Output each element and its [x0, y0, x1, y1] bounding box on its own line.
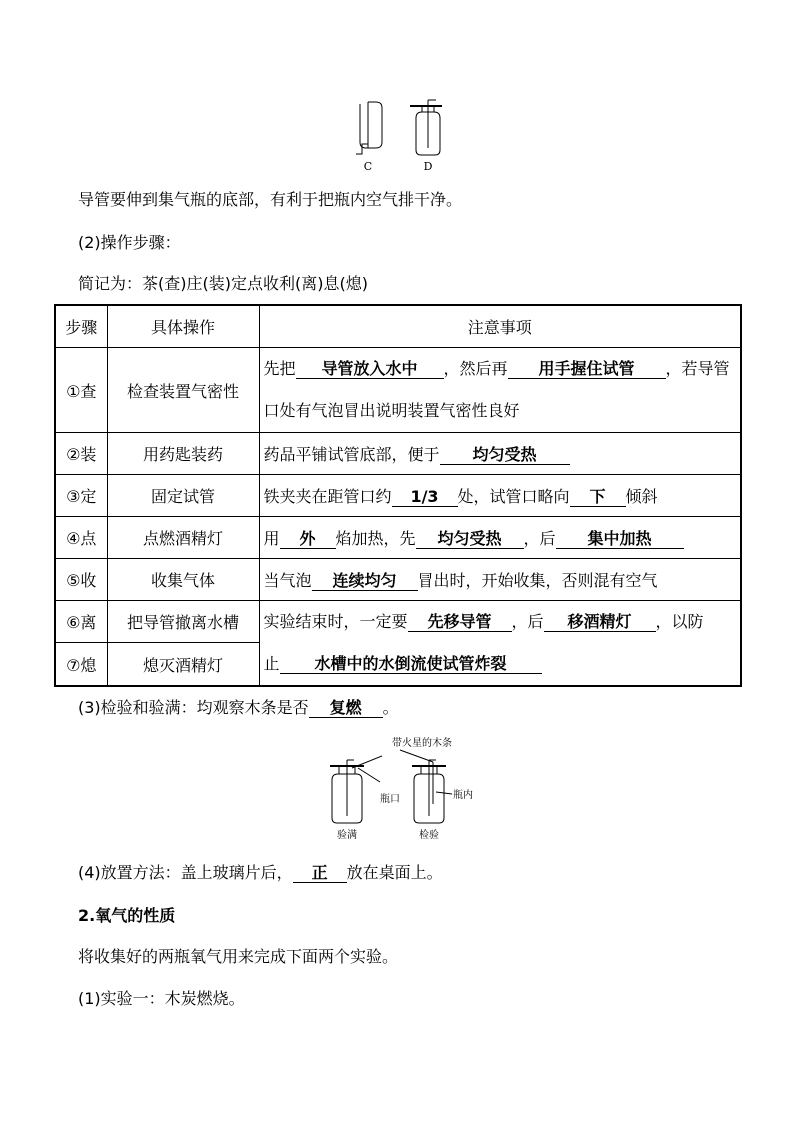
- operation-text: 固定试管: [107, 475, 259, 517]
- step-label: ②装: [55, 433, 107, 475]
- table-row: [55, 433, 741, 475]
- experiment-one-text: (1)实验一：木炭燃烧。: [78, 989, 245, 1008]
- notes-cell: 铁夹夹在距管口约 1/3 处，试管口略向 下 倾斜: [259, 475, 741, 517]
- step-label: ①查: [55, 348, 107, 433]
- notes-cell: 先把 导管放入水中 ，然后再 用手握住试管 ，若导管 口处有气泡冒出说明装置气密性良好: [259, 348, 741, 433]
- header-step: 步骤: [55, 305, 107, 348]
- answer-blank: 正: [293, 864, 347, 883]
- paragraph-two-experiments: 将收集好的两瓶氧气用来完成下面两个实验。: [78, 947, 399, 966]
- answer-blank: 导管放入水中: [296, 360, 444, 379]
- label-glowing-stick: 带火星的木条: [392, 738, 452, 749]
- inspection-text: (3)检验和验满：均观察木条是否 复燃 。: [78, 698, 399, 717]
- answer-blank: 复燃: [309, 699, 383, 718]
- collection-apparatus-figure: [348, 98, 448, 178]
- caption-test: 检验: [419, 830, 439, 841]
- answer-blank: 下: [570, 488, 626, 507]
- label-c: C: [363, 160, 373, 173]
- header-operation: 具体操作: [107, 305, 259, 348]
- step-label: ⑦熄: [55, 643, 107, 686]
- table-row: [55, 348, 741, 433]
- label-d: D: [423, 160, 433, 173]
- answer-blank: 集中加热: [556, 530, 684, 549]
- operation-text: 点燃酒精灯: [107, 517, 259, 559]
- label-bottle-mouth: 瓶口: [380, 794, 400, 805]
- step-label: ④点: [55, 517, 107, 559]
- answer-blank: 1/3: [392, 488, 458, 507]
- section-heading-oxygen-properties: 2.氧气的性质: [78, 906, 176, 925]
- caption-full-check: 验满: [337, 830, 357, 841]
- notes-cell: 药品平铺试管底部，便于 均匀受热: [259, 433, 741, 475]
- operation-text: 熄灭酒精灯: [107, 643, 259, 686]
- answer-blank: 水槽中的水倒流使试管炸裂: [280, 655, 542, 674]
- oxygen-test-figure: [322, 736, 482, 842]
- answer-blank: 连续均匀: [312, 572, 418, 591]
- answer-blank: 先移导管: [408, 613, 512, 632]
- answer-blank: 均匀受热: [416, 530, 524, 549]
- notes-cell: 用 外 焰加热，先 均匀受热 ，后 集中加热: [259, 517, 741, 559]
- label-bottle-inside: 瓶内: [453, 790, 473, 801]
- operation-text: 检查装置气密性: [107, 348, 259, 433]
- notes-cell: 实验结束时，一定要 先移导管 ，后 移酒精灯 ，以防 止 水槽中的水倒流使试管炸裂: [259, 601, 741, 687]
- section-operation-steps: (2)操作步骤：: [78, 233, 181, 252]
- step-label: ③定: [55, 475, 107, 517]
- notes-cell: 当气泡 连续均匀 冒出时，开始收集，否则混有空气: [259, 559, 741, 601]
- placement-text: (4)放置方法：盖上玻璃片后， 正 放在桌面上。: [78, 863, 443, 882]
- answer-blank: 外: [280, 530, 336, 549]
- table-row: [55, 517, 741, 559]
- operation-text: 用药匙装药: [107, 433, 259, 475]
- table-row: [55, 475, 741, 517]
- answer-blank: 均匀受热: [440, 446, 570, 465]
- mnemonic-text: 简记为：茶(查)庄(装)定点收利(离)息(熄): [78, 274, 368, 293]
- table-header-row: [55, 305, 741, 348]
- table-row: [55, 559, 741, 601]
- table-row: [55, 601, 741, 643]
- operation-text: 把导管撤离水槽: [107, 601, 259, 643]
- step-label: ⑥离: [55, 601, 107, 643]
- paragraph-tube-depth: 导管要伸到集气瓶的底部，有利于把瓶内空气排干净。: [78, 190, 463, 209]
- step-label: ⑤收: [55, 559, 107, 601]
- header-notes: 注意事项: [259, 305, 741, 348]
- operation-text: 收集气体: [107, 559, 259, 601]
- operation-steps-table: [54, 304, 742, 687]
- answer-blank: 用手握住试管: [508, 360, 666, 379]
- answer-blank: 移酒精灯: [544, 613, 656, 632]
